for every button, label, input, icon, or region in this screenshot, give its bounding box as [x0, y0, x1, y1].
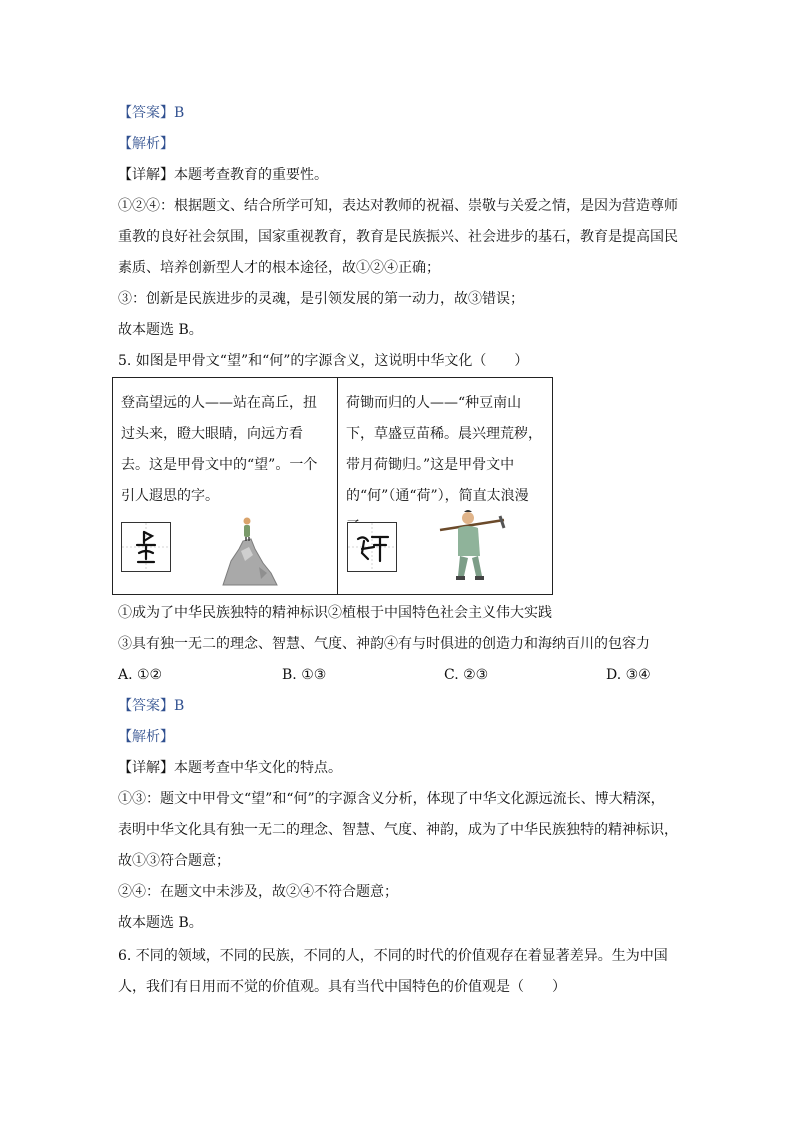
- q5-option-c: C. ②③: [444, 667, 489, 683]
- q5-statements-line2: ③具有独一无二的理念、智慧、气度、神韵④有与时俱进的创造力和海纳百川的包容力: [118, 636, 650, 652]
- hoe-carrier-figure: [438, 506, 508, 586]
- q5-statements-line1: ①成为了中华民族独特的精神标识②植根于中国特色社会主义伟大实践: [118, 605, 552, 621]
- q5-cell-wang: [113, 378, 338, 594]
- q5-option-a: A. ①②: [118, 667, 163, 683]
- q4-detail: 【详解】本题考查教育的重要性。: [118, 167, 328, 183]
- q4-conclusion: 故本题选 B。: [118, 322, 203, 338]
- q5-cell-he: [338, 378, 552, 594]
- q6-stem-line2: 人，我们有日用而不觉的价值观。具有当代中国特色的价值观是（ ）: [118, 979, 566, 995]
- q5-detail: 【详解】本题考查中华文化的特点。: [118, 760, 342, 776]
- q4-answer: 【答案】B: [118, 105, 185, 121]
- q4-analysis-heading: 【解析】: [118, 136, 174, 152]
- oracle-glyph-wang-icon: [121, 522, 171, 572]
- q4-para1-line2: 重教的良好社会氛围，国家重视教育，教育是民族振兴、社会进步的基石，教育是提高国民: [118, 229, 678, 245]
- q6-stem-line1: 6. 不同的领域，不同的民族，不同的人，不同的时代的价值观存在着显著差异。生为中国: [118, 948, 668, 964]
- q5-cell-wang-text: 登高望远的人——站在高丘，扭过头来，瞪大眼睛，向远方看去。这是甲骨文中的“望”。一个引人遐思的字。: [121, 395, 318, 504]
- q4-para1-line3: 素质、培养创新型人才的根本途径，故①②④正确；: [118, 260, 440, 276]
- q5-option-d: D. ③④: [606, 667, 651, 683]
- q4-para2: ③：创新是民族进步的灵魂，是引领发展的第一动力，故③错误；: [118, 291, 524, 307]
- q5-figure-table: [112, 377, 553, 595]
- q5-cell-he-text: 荷锄而归的人——“种豆南山下，草盛豆苗稀。晨兴理荒秽，带月荷锄归。”这是甲骨文中的“何”（通“荷”），简直太浪漫: [346, 395, 542, 504]
- q5-option-b: B. ①③: [282, 667, 327, 683]
- q5-answer: 【答案】B: [118, 698, 185, 714]
- q5-para1-line2: 表明中华文化具有独一无二的理念、智慧、气度、神韵，成为了中华民族独特的精神标识，: [118, 822, 678, 838]
- q5-conclusion: 故本题选 B。: [118, 915, 203, 931]
- q5-analysis-heading: 【解析】: [118, 729, 174, 745]
- q5-para2: ②④：在题文中未涉及，故②④不符合题意；: [118, 884, 398, 900]
- oracle-glyph-he-icon: [347, 522, 397, 572]
- mountain-watcher-figure: [219, 511, 281, 587]
- q5-para1-line3: 故①③符合题意；: [118, 853, 230, 869]
- q4-para1-line1: ①②④：根据题文、结合所学可知，表达对教师的祝福、崇敬与关爱之情，是因为营造尊师: [118, 198, 678, 214]
- q5-stem: 5. 如图是甲骨文“望”和“何”的字源含义，这说明中华文化（ ）: [118, 353, 529, 369]
- q5-para1-line1: ①③：题文中甲骨文“望”和“何”的字源含义分析，体现了中华文化源远流长、博大精深，: [118, 791, 665, 807]
